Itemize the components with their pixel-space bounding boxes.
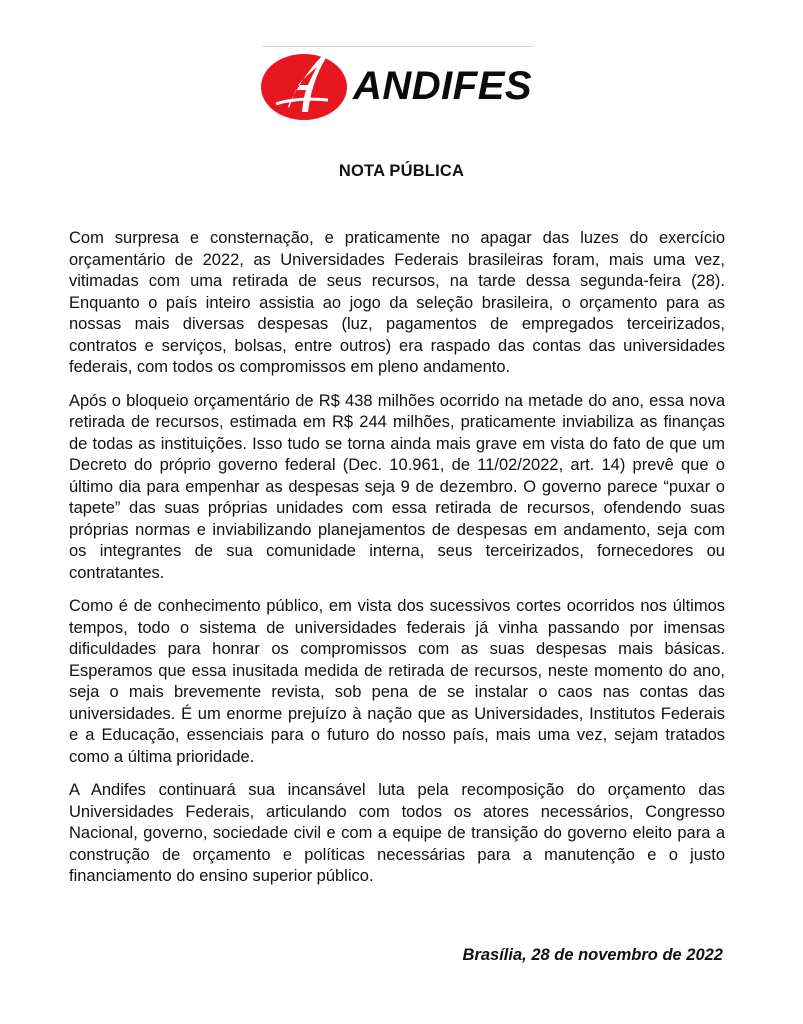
andifes-logo [258, 50, 548, 125]
logo-wordmark: ANDIFES [353, 64, 533, 108]
paragraph: Com surpresa e consternação, e praticamente no apagar das luzes do exercício orçamentário de 2022, as Universidades Federais brasileiras foram, mais uma vez, vitimadas com uma retirada de seus recursos, na tarde dessa segunda-feira (28). Enquanto o país inteiro assistia ao jogo da seleção brasileira, o orçamento para as nossas mais diversas despesas (luz, pagamentos de empregados terceirizados, contratos e serviços, bolsas, entre outros) era raspado das contas das universidades federais, com todos os compromissos em pleno andamento. [69, 229, 725, 376]
paragraph: A Andifes continuará sua incansável luta pela recomposição do orçamento das Universidades Federais, articulando com todos os atores necessários, Congresso Nacional, governo, sociedade civil e com a equipe de transição do governo eleito para a construção de orçamento e políticas necessárias para a manutenção e o justo financiamento do ensino superior público. [69, 781, 725, 885]
andifes-a-logo-icon [258, 50, 358, 125]
document-title: NOTA PÚBLICA [338, 162, 465, 180]
paragraph: Após o bloqueio orçamentário de R$ 438 milhões ocorrido na metade do ano, essa nova retirada de recursos, estimada em R$ 244 milhões, praticamente inviabiliza as finanças de todas as instituições. Isso tudo se torna ainda mais grave em vista do fato de que um Decreto do próprio governo federal (Dec. 10.961, de 11/02/2022, art. 14) prevê que o último dia para empenhar as despesas seja 9 de dezembro. O governo parece “puxar o tapete” das suas próprias unidades com essa retirada de recursos, ofendendo suas próprias normas e inviabilizando planejamentos de despesas em andamento, seja com os integrantes de sua comunidade interna, seus terceirizados, fornecedores ou contratantes. [69, 391, 725, 582]
paragraph: Como é de conhecimento público, em vista dos sucessivos cortes ocorridos nos últimos tempos, todo o sistema de universidades federais já vinha passando por imensas dificuldades para honrar os compromissos com as suas despesas mais básicas. Esperamos que essa inusitada medida de retirada de recursos, neste momento do ano, seja o mais brevemente revista, sob pena de se instalar o caos nas contas das universidades. É um enorme prejuízo à nação que as Universidades, Institutos Federais e a Educação, essenciais para o futuro do nosso país, mais uma vez, sejam tratados como a última prioridade. [69, 597, 725, 766]
date-signature: Brasília, 28 de novembro de 2022 [462, 946, 723, 964]
header-divider [262, 46, 534, 47]
document-body [69, 228, 725, 900]
